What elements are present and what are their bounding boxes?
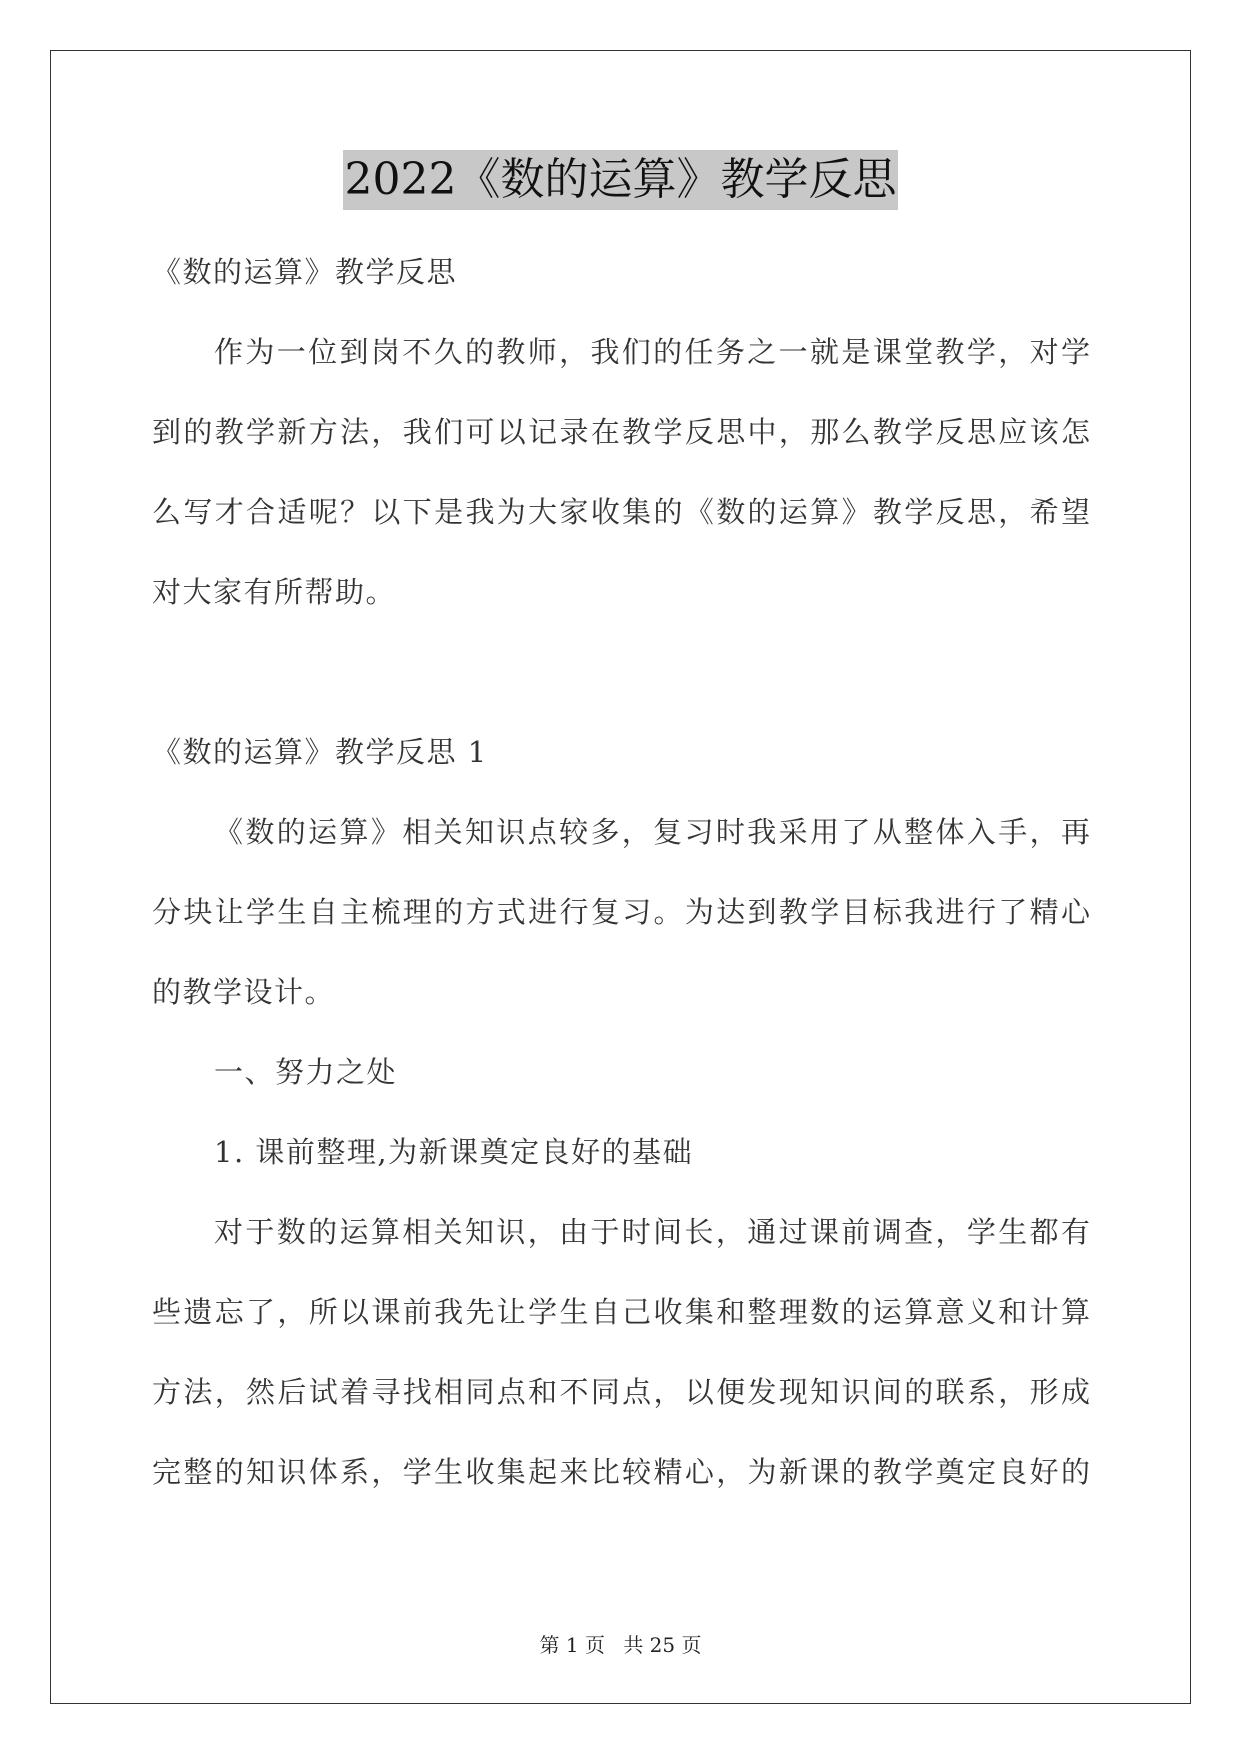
page-total: 共 25 页 [623,1633,702,1657]
section-line-3: 的教学设计。 [152,975,336,1009]
intro-line-2: 到的教学新方法，我们可以记录在教学反思中，那么教学反思应该怎 [152,415,1090,449]
document-body [152,232,1090,1512]
body-line-2: 些遗忘了，所以课前我先让学生自己收集和整理数的运算意义和计算 [152,1295,1090,1329]
section-heading: 《数的运算》教学反思 1 [152,735,488,769]
section-line-2: 分块让学生自主梳理的方式进行复习。为达到教学目标我进行了精心 [152,895,1090,929]
body-line-1: 对于数的运算相关知识，由于时间长，通过课前调查，学生都有 [214,1215,1090,1249]
page-number: 第 1 页 [539,1633,605,1657]
page-footer [0,1629,1241,1658]
blank-line [152,632,1090,712]
body-line-4: 完整的知识体系，学生收集起来比较精心，为新课的教学奠定良好的 [152,1455,1090,1489]
intro-line-4: 对大家有所帮助。 [152,575,397,609]
subpoint-heading: 1. 课前整理,为新课奠定良好的基础 [214,1135,694,1169]
body-line-3: 方法，然后试着寻找相同点和不同点，以便发现知识间的联系，形成 [152,1375,1090,1409]
intro-line-1: 作为一位到岗不久的教师，我们的任务之一就是课堂教学，对学 [214,335,1090,369]
point-heading: 一、努力之处 [214,1055,398,1089]
section-line-1: 《数的运算》相关知识点较多，复习时我采用了从整体入手，再 [214,815,1090,849]
document-title: 2022《数的运算》教学反思 [343,150,899,210]
intro-line-3: 么写才合适呢？以下是我为大家收集的《数的运算》教学反思，希望 [152,495,1090,529]
subtitle: 《数的运算》教学反思 [152,255,458,289]
title-container [0,150,1241,210]
